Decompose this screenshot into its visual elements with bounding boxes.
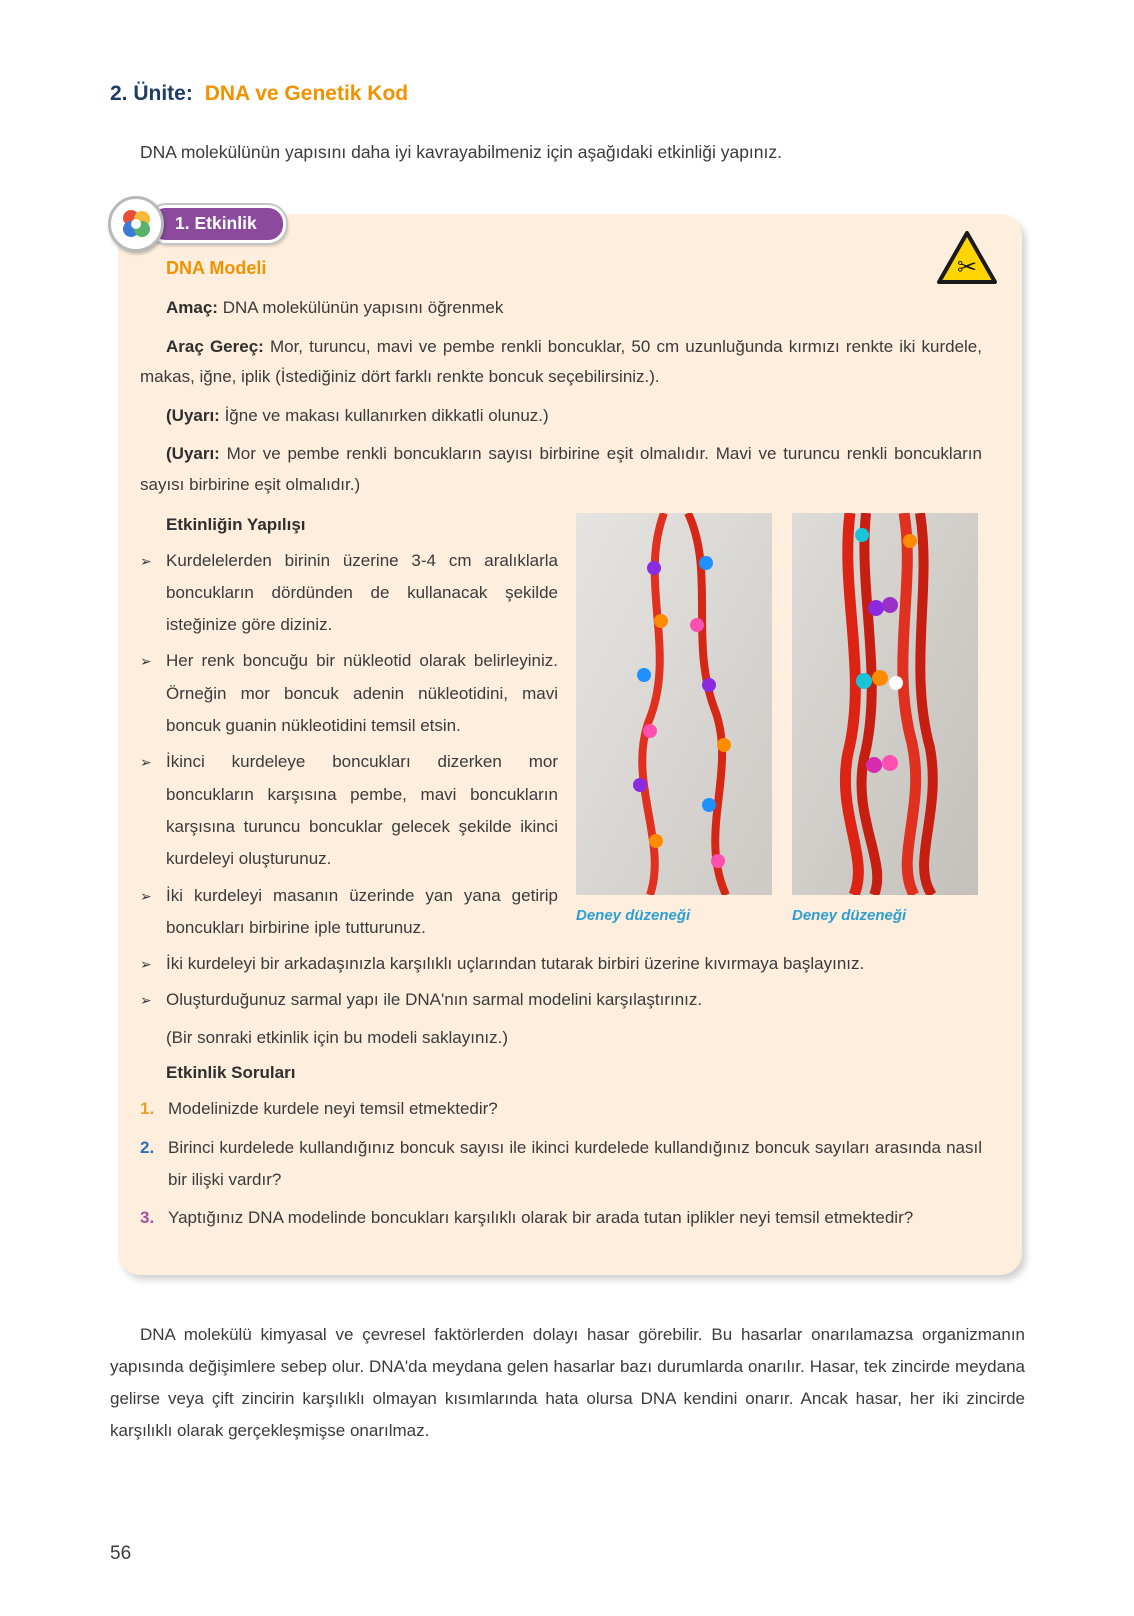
arrow-bullet-icon: ➢	[140, 552, 152, 569]
activity-badge-label: 1. Etkinlik	[148, 205, 286, 243]
questions-list	[140, 1093, 982, 1234]
closing-paragraph: DNA molekülü kimyasal ve çevresel faktörlerden dolayı hasar görebilir. Bu hasarlar onarılamazsa organizmanın yapısında değişimlere sebep olur. DNA'da meydana gelen hasarlar bazı durumlarda onarılır. Hasar, tek zincirde meydana gelirse veya çift zincirin karşılıklı olmayan kısımlarında hata olursa DNA kendini onarır. Ancak hasar, her iki zincirde karşılıklı olarak gerçekleşmişse onarılmaz.	[110, 1324, 1025, 1441]
steps-list	[140, 545, 558, 945]
unit-header	[0, 0, 1134, 106]
activity-badge-icon	[108, 196, 164, 252]
amac-label: Amaç:	[166, 298, 218, 317]
arrow-bullet-icon: ➢	[140, 956, 152, 973]
steps-heading: Etkinliğin Yapılışı	[166, 514, 306, 534]
question-item: 1. Modelinizde kurdele neyi temsil etmektedir?	[140, 1093, 982, 1125]
activity-box	[118, 214, 1022, 1275]
step-item: ➢ Oluşturduğunuz sarmal yapı ile DNA'nın sarmal modelini karşılaştırınız.	[140, 984, 982, 1016]
arac-gerec-paragraph	[140, 332, 982, 393]
scissors-warning-icon	[936, 230, 998, 286]
uyari-2-text: Mor ve pembe renkli boncukların sayısı birbirine eşit olmalıdır. Mavi ve turuncu renkli boncukların sayısı birbirine eşit olmalıdır.)	[140, 444, 982, 494]
amac-text: DNA molekülünün yapısını öğrenmek	[217, 298, 504, 317]
step-item: ➢ Kurdelelerden birinin üzerine 3-4 cm aralıklarla boncukların dördünden de kullanacak şekilde isteğinize göre diziniz.	[140, 545, 558, 642]
svg-text:✂: ✂	[956, 254, 978, 281]
arrow-bullet-icon: ➢	[140, 653, 152, 670]
intro-paragraph: DNA molekülünün yapısını daha iyi kavrayabilmeniz için aşağıdaki etkinliği yapınız.	[140, 142, 782, 162]
question-item: 3. Yaptığınız DNA modelinde boncukları karşılıklı olarak bir arada tutan iplikler neyi temsil etmektedir?	[140, 1202, 982, 1234]
uyari-2-label: (Uyarı:	[166, 444, 220, 464]
uyari-1-text: İğne ve makası kullanırken dikkatli olunuz.)	[219, 405, 549, 425]
question-item: 2. Birinci kurdelede kullandığınız boncuk sayısı ile ikinci kurdelede kullandığınız boncuk sayıları arasında nasıl bir ilişki vardır?	[140, 1132, 982, 1197]
activity-title: DNA Modeli	[166, 258, 267, 278]
steps-and-figures	[140, 509, 982, 949]
question-number: 1.	[140, 1099, 155, 1119]
experiment-photo-1	[576, 513, 772, 895]
figure-caption: Deney düzeneği	[576, 906, 691, 924]
unit-number-label: 2. Ünite:	[110, 82, 193, 105]
arrow-bullet-icon: ➢	[140, 992, 152, 1009]
experiment-figure-1	[576, 513, 772, 924]
arrow-bullet-icon: ➢	[140, 754, 152, 771]
step-item: ➢ İkinci kurdeleye boncukları dizerken mor boncukların karşısına pembe, mavi boncukların karşısına turuncu boncuklar gelecek şekilde ikinci kurdeleyi oluşturunuz.	[140, 746, 558, 875]
steps-list-full-width	[140, 948, 982, 1017]
step-item: ➢ İki kurdeleyi bir arkadaşınızla karşılıklı uçlarından tutarak birbiri üzerine kıvırmaya başlayınız.	[140, 948, 982, 980]
arrow-bullet-icon: ➢	[140, 887, 152, 904]
step-item: ➢ Her renk boncuğu bir nükleotid olarak belirleyiniz. Örneğin mor boncuk adenin nükleotidini, mavi boncuk guanin nükleotidini temsil etsin.	[140, 645, 558, 742]
unit-title: DNA ve Genetik Kod	[204, 82, 409, 105]
experiment-figures	[576, 509, 982, 949]
page-number: 56	[110, 1543, 132, 1564]
question-number: 2.	[140, 1137, 155, 1157]
experiment-figure-2	[792, 513, 978, 924]
question-number: 3.	[140, 1208, 155, 1228]
arac-gerec-label: Araç Gereç:	[166, 336, 264, 356]
activity-badge	[108, 196, 286, 252]
uyari-1-paragraph	[140, 401, 982, 432]
uyari-2-paragraph	[140, 439, 982, 500]
figure-caption: Deney düzeneği	[792, 906, 907, 924]
questions-heading: Etkinlik Soruları	[166, 1063, 296, 1083]
uyari-1-label: (Uyarı:	[166, 405, 220, 425]
step-item: ➢ İki kurdeleyi masanın üzerinde yan yana getirip boncukları birbirine iple tutturunuz.	[140, 880, 558, 945]
amac-paragraph	[140, 293, 982, 324]
experiment-photo-2	[792, 513, 978, 895]
steps-column	[140, 509, 558, 949]
save-model-note: (Bir sonraki etkinlik için bu modeli saklayınız.)	[166, 1027, 509, 1047]
arac-gerec-text: Mor, turuncu, mavi ve pembe renkli boncuklar, 50 cm uzunluğunda kırmızı renkte iki kurdele, makas, iğne, iplik (İstediğiniz dört farklı renkte boncuk seçebilirsiniz.).	[140, 336, 982, 387]
